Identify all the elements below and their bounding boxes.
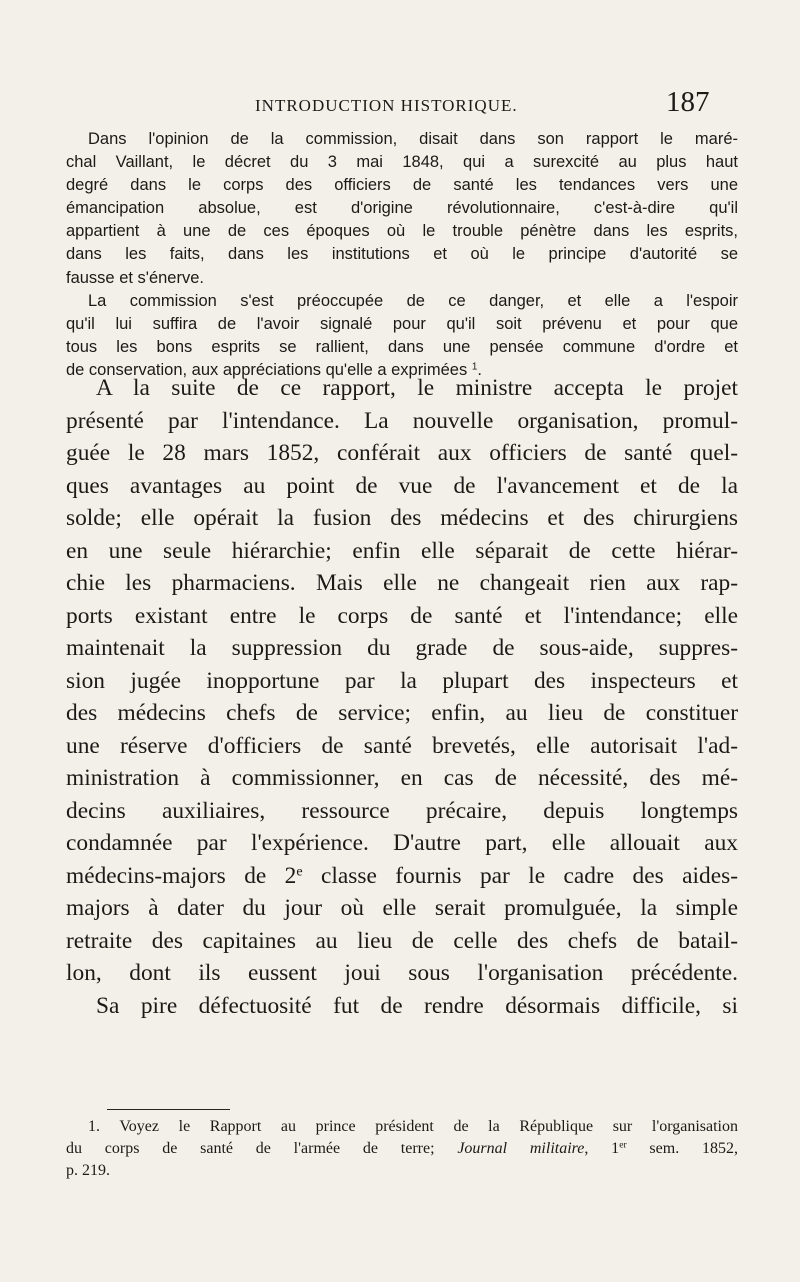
body-line: Sa pire défectuosité fut de rendre désormais difficile, si — [96, 992, 738, 1019]
footnote-divider — [107, 1109, 230, 1110]
ordinal-superscript: e — [296, 862, 303, 879]
footnote-text: sem. 1852, — [626, 1140, 738, 1157]
body-line: solde; elle opérait la fusion des médecins et des chirurgiens — [66, 505, 738, 531]
quote-line: émancipation absolue, est d'origine révolutionnaire, c'est-à-dire qu'il — [66, 199, 738, 218]
quote-text: . — [477, 360, 482, 379]
body-line: sion jugée inopportune par la plupart des inspecteurs et — [66, 667, 738, 694]
quote-line: fausse et s'énerve. — [66, 268, 204, 287]
footnote-line: 1. Voyez le Rapport au prince président de la République sur l'organisation — [88, 1118, 738, 1135]
quote-line: Dans l'opinion de la commission, disait dans son rapport le maré- — [88, 130, 738, 148]
page-number: 187 — [666, 86, 710, 118]
main-text-paragraphs — [66, 372, 738, 1022]
quote-line: degré dans le corps des officiers de santé les tendances vers une — [66, 176, 738, 195]
body-line: une réserve d'officiers de santé brevetés, elle autorisait l'ad- — [66, 732, 738, 759]
quote-line: appartient à une de ces époques où le trouble pénètre dans les esprits, — [66, 222, 738, 241]
body-line: chie les pharmaciens. Mais elle ne changeait rien aux rap- — [66, 570, 738, 596]
quote-line: qu'il lui suffira de l'avoir signalé pour qu'il soit prévenu et pour que — [66, 314, 738, 333]
body-line: ques avantages au point de vue de l'avancement et de la — [66, 472, 738, 499]
quoted-report-paragraphs — [66, 128, 738, 382]
quote-text: de conservation, aux appréciations qu'elle a exprimées — [66, 360, 468, 379]
page-header — [0, 80, 800, 120]
footnote-line: p. 219. — [66, 1162, 110, 1179]
ordinal-superscript: er — [619, 1139, 627, 1151]
quote-line: tous les bons esprits se rallient, dans une pensée commune d'ordre et — [66, 337, 738, 356]
quote-line: chal Vaillant, le décret du 3 mai 1848, qui a surexcité au plus haut — [66, 153, 738, 172]
footnote-text: du corps de santé de l'armée de terre; — [66, 1140, 458, 1157]
footnote-reference: 1 — [471, 361, 478, 373]
body-line: retraite des capitaines au lieu de celle des chefs de batail- — [66, 927, 738, 954]
footnote-line — [66, 1138, 738, 1160]
journal-title: Journal militaire — [457, 1140, 585, 1157]
body-line: en une seule hiérarchie; enfin elle séparait de cette hiérar- — [66, 537, 738, 564]
body-line: ministration à commissionner, en cas de nécessité, des mé- — [66, 765, 738, 791]
footnote-text: , 1 — [584, 1140, 620, 1157]
body-line — [66, 860, 738, 893]
body-line: guée le 28 mars 1852, conférait aux officiers de santé quel- — [66, 440, 738, 466]
body-line: lon, dont ils eussent joui sous l'organisation précédente. — [66, 960, 738, 986]
running-title: INTRODUCTION HISTORIQUE. — [255, 96, 518, 115]
body-line: decins auxiliaires, ressource précaire, depuis longtemps — [66, 797, 738, 824]
body-line: condamnée par l'expérience. D'autre part, elle allouait aux — [66, 830, 738, 856]
body-line: présenté par l'intendance. La nouvelle organisation, promul- — [66, 407, 738, 434]
body-line: majors à dater du jour où elle serait promulguée, la simple — [66, 895, 738, 921]
body-line: maintenait la suppression du grade de sous-aide, suppres- — [66, 635, 738, 661]
body-line: des médecins chefs de service; enfin, au lieu de constituer — [66, 700, 738, 726]
body-line: ports existant entre le corps de santé et l'intendance; elle — [66, 602, 738, 629]
body-text: médecins-majors de 2 — [66, 862, 297, 889]
quote-line: dans les faits, dans les institutions et où le principe d'autorité se — [66, 245, 738, 264]
footnotes — [66, 1116, 738, 1182]
body-text: classe fournis par le cadre des aides- — [302, 862, 738, 889]
quote-line: La commission s'est préoccupée de ce danger, et elle a l'espoir — [88, 291, 738, 310]
body-line: A la suite de ce rapport, le ministre accepta le projet — [96, 375, 738, 401]
